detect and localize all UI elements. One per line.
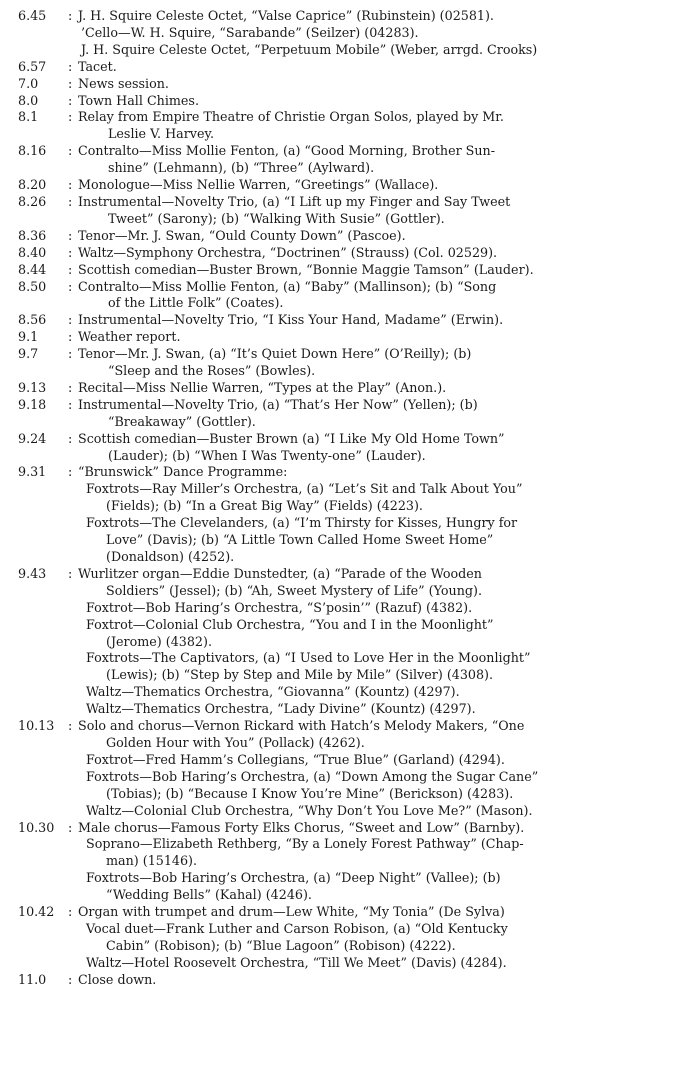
time-separator (68, 786, 78, 803)
time-separator: : (68, 109, 73, 125)
programme-time (18, 634, 68, 651)
programme-text: (Lauder); (b) “When I Was Twenty-one” (Lauder). (108, 447, 426, 463)
programme-line (18, 532, 690, 549)
programme-time (18, 549, 68, 566)
programme-time: 10.30 (18, 819, 55, 835)
time-separator (68, 414, 78, 431)
time-separator (68, 650, 78, 667)
programme-line (18, 904, 690, 921)
time-separator (68, 938, 78, 955)
programme-line (18, 583, 690, 600)
time-separator (68, 481, 78, 498)
programme-line (18, 769, 690, 786)
programme-line (18, 921, 690, 938)
programme-text: Male chorus—Famous Forty Elks Chorus, “Sweet and Low” (Barnby). (78, 819, 525, 835)
programme-time (18, 650, 68, 667)
programme-line (18, 634, 690, 651)
programme-time: 8.56 (18, 312, 47, 328)
programme-time: 8.40 (18, 244, 47, 260)
programme-text: Tacet. (78, 58, 117, 74)
time-separator: : (68, 904, 73, 920)
programme-line (18, 549, 690, 566)
programme-text: Recital—Miss Nellie Warren, “Types at the Play” (Anon.). (78, 379, 447, 395)
programme-text: “Brunswick” Dance Programme: (78, 464, 288, 480)
time-separator (68, 752, 78, 769)
programme-text: Foxtrots—The Captivators, (a) “I Used to Love Her in the Moonlight” (86, 650, 531, 666)
programme-text: (Lewis); (b) “Step by Step and Mile by Mile” (Silver) (4308). (106, 667, 494, 683)
programme-line (18, 279, 690, 296)
time-separator: : (68, 177, 73, 193)
programme-text: News session. (78, 75, 169, 91)
time-separator: : (68, 8, 73, 23)
programme-time: 8.36 (18, 227, 47, 243)
programme-text: Foxtrot—Fred Hamm’s Collegians, “True Blue” (Garland) (4294). (86, 751, 505, 767)
programme-time: 11.0 (18, 971, 47, 987)
programme-text: (Donaldson) (4252). (106, 549, 235, 564)
programme-text: Town Hall Chimes. (78, 92, 199, 108)
programme-time (18, 160, 68, 177)
programme-line (18, 143, 690, 160)
time-separator: : (68, 75, 73, 91)
programme-line (18, 109, 690, 126)
time-separator (68, 363, 78, 380)
programme-time: 8.1 (18, 109, 39, 125)
programme-line (18, 600, 690, 617)
time-separator: : (68, 565, 73, 581)
programme-text: Scottish comedian—Buster Brown, “Bonnie Maggie Tamson” (Lauder). (78, 261, 534, 277)
time-separator (68, 769, 78, 786)
programme-time (18, 448, 68, 465)
programme-text: “Breakaway” (Gottler). (108, 413, 256, 429)
programme-text: Monologue—Miss Nellie Warren, “Greetings” (Wallace). (78, 177, 439, 193)
programme-text: Organ with trumpet and drum—Lew White, “My Tonia” (De Sylva) (78, 904, 505, 920)
time-separator: : (68, 312, 73, 328)
programme-line (18, 312, 690, 329)
programme-time: 7.0 (18, 75, 39, 91)
time-separator (68, 25, 78, 42)
time-separator: : (68, 244, 73, 260)
programme-text: J. H. Squire Celeste Octet, “Valse Caprice” (Rubinstein) (02581). (78, 8, 494, 23)
programme-line (18, 245, 690, 262)
programme-line (18, 836, 690, 853)
programme-time: 9.24 (18, 430, 47, 446)
programme-time: 8.50 (18, 278, 47, 294)
time-separator (68, 126, 78, 143)
programme-text: Waltz—Colonial Club Orchestra, “Why Don’t You Love Me?” (Mason). (86, 802, 533, 818)
programme-time (18, 921, 68, 938)
programme-text: Soprano—Elizabeth Rethberg, “By a Lonely Forest Pathway” (Chap- (86, 836, 524, 852)
programme-time: 8.20 (18, 177, 47, 193)
programme-text: Waltz—Thematics Orchestra, “Lady Divine” (Kountz) (4297). (86, 701, 476, 717)
time-separator: : (68, 379, 73, 395)
time-separator: : (68, 396, 73, 412)
time-separator: : (68, 819, 73, 835)
programme-text: shine” (Lehmann), (b) “Three” (Aylward). (108, 160, 375, 176)
programme-line (18, 786, 690, 803)
programme-time: 6.57 (18, 58, 47, 74)
programme-text: of the Little Folk” (Coates). (108, 295, 284, 311)
programme-line (18, 346, 690, 363)
programme-line (18, 363, 690, 380)
time-separator (68, 684, 78, 701)
programme-time (18, 25, 68, 42)
time-separator (68, 887, 78, 904)
programme-line (18, 870, 690, 887)
programme-time (18, 735, 68, 752)
programme-line (18, 464, 690, 481)
time-separator (68, 160, 78, 177)
programme-time (18, 769, 68, 786)
programme-text: Foxtrots—The Clevelanders, (a) “I’m Thirsty for Kisses, Hungry for (86, 515, 518, 531)
programme-text: Love” (Davis); (b) “A Little Town Called Home Sweet Home” (106, 532, 494, 548)
time-separator: : (68, 227, 73, 243)
programme-line (18, 448, 690, 465)
programme-line (18, 498, 690, 515)
programme-time: 10.42 (18, 904, 55, 920)
programme-time (18, 955, 68, 972)
programme-text: Golden Hour with You” (Pollack) (4262). (106, 734, 365, 750)
programme-text: Wurlitzer organ—Eddie Dunstedter, (a) “Parade of the Wooden (78, 565, 482, 581)
programme-line (18, 42, 690, 59)
programme-text: “Wedding Bells” (Kahal) (4246). (106, 887, 312, 903)
programme-line (18, 329, 690, 346)
programme-text: (Jerome) (4382). (106, 633, 212, 649)
programme-text: Instrumental—Novelty Trio, (a) “I Lift up my Finger and Say Tweet (78, 193, 511, 209)
programme-time: 8.16 (18, 143, 47, 159)
programme-text: Waltz—Thematics Orchestra, “Giovanna” (Kountz) (4297). (86, 684, 460, 700)
programme-time (18, 363, 68, 380)
programme-time: 9.13 (18, 379, 47, 395)
programme-text: Instrumental—Novelty Trio, “I Kiss Your Hand, Madame” (Erwin). (78, 312, 504, 328)
programme-line (18, 211, 690, 228)
programme-time (18, 887, 68, 904)
programme-time (18, 515, 68, 532)
programme-text: ’Cello—W. H. Squire, “Sarabande” (Seilzer) (04283). (81, 24, 419, 40)
programme-line (18, 262, 690, 279)
programme-text: Close down. (78, 971, 157, 987)
programme-time (18, 938, 68, 955)
programme-line (18, 955, 690, 972)
programme-time (18, 786, 68, 803)
programme-text: Scottish comedian—Buster Brown (a) “I Like My Old Home Town” (78, 430, 505, 446)
programme-line (18, 8, 690, 25)
time-separator (68, 667, 78, 684)
programme-line (18, 650, 690, 667)
programme-time: 8.44 (18, 261, 47, 277)
programme-text: Leslie V. Harvey. (108, 126, 214, 142)
time-separator: : (68, 193, 73, 209)
programme-text: Waltz—Hotel Roosevelt Orchestra, “Till We Meet” (Davis) (4284). (86, 954, 507, 970)
programme-line (18, 380, 690, 397)
programme-line (18, 938, 690, 955)
programme-time (18, 870, 68, 887)
programme-time: 9.43 (18, 565, 47, 581)
time-separator (68, 870, 78, 887)
programme-line (18, 194, 690, 211)
programme-text: “Sleep and the Roses” (Bowles). (108, 363, 316, 379)
programme-line (18, 228, 690, 245)
programme-time (18, 532, 68, 549)
time-separator (68, 803, 78, 820)
programme-line (18, 76, 690, 93)
programme-time: 9.1 (18, 329, 39, 345)
time-separator: : (68, 261, 73, 277)
programme-time (18, 42, 68, 59)
time-separator: : (68, 58, 73, 74)
time-separator (68, 634, 78, 651)
time-separator (68, 515, 78, 532)
time-separator (68, 295, 78, 312)
programme-time: 8.0 (18, 92, 39, 108)
programme-time (18, 752, 68, 769)
programme-line (18, 735, 690, 752)
programme-text: Solo and chorus—Vernon Rickard with Hatch’s Melody Makers, “One (78, 718, 525, 734)
programme-time (18, 481, 68, 498)
time-separator (68, 583, 78, 600)
programme-time (18, 701, 68, 718)
time-separator (68, 532, 78, 549)
programme-time (18, 684, 68, 701)
programme-line (18, 93, 690, 110)
programme-text: Foxtrot—Bob Haring’s Orchestra, “S’posin’” (Razuf) (4382). (86, 599, 473, 615)
time-separator (68, 600, 78, 617)
programme-text: Tenor—Mr. J. Swan, “Ould County Down” (Pascoe). (78, 227, 406, 243)
programme-line (18, 667, 690, 684)
programme-line (18, 431, 690, 448)
programme-time (18, 126, 68, 143)
programme-text: Weather report. (78, 329, 181, 345)
programme-time (18, 414, 68, 431)
programme-text: (Tobias); (b) “Because I Know You’re Mine” (Berickson) (4283). (106, 785, 514, 801)
programme-line (18, 397, 690, 414)
programme-line (18, 295, 690, 312)
programme-line (18, 752, 690, 769)
programme-line (18, 481, 690, 498)
programme-time: 9.31 (18, 464, 47, 480)
programme-time (18, 667, 68, 684)
programme-time (18, 498, 68, 515)
time-separator: : (68, 329, 73, 345)
programme-text: Relay from Empire Theatre of Christie Organ Solos, played by Mr. (78, 109, 504, 125)
programme-line (18, 853, 690, 870)
programme-time (18, 803, 68, 820)
programme-text: Foxtrots—Bob Haring’s Orchestra, (a) “Down Among the Sugar Cane” (86, 768, 539, 784)
programme-time: 9.18 (18, 396, 47, 412)
programme-text: (Fields); (b) “In a Great Big Way” (Fields) (4223). (106, 498, 423, 514)
programme-text: Foxtrot—Colonial Club Orchestra, “You and I in the Moonlight” (86, 616, 494, 632)
programme-line (18, 515, 690, 532)
time-separator (68, 836, 78, 853)
programme-line (18, 820, 690, 837)
programme-text: Foxtrots—Ray Miller’s Orchestra, (a) “Let’s Sit and Talk About You” (86, 481, 523, 497)
programme-text: J. H. Squire Celeste Octet, “Perpetuum Mobile” (Weber, arrgd. Crooks) (81, 41, 538, 57)
programme-time (18, 600, 68, 617)
programme-line (18, 566, 690, 583)
programme-line (18, 701, 690, 718)
time-separator (68, 701, 78, 718)
time-separator (68, 448, 78, 465)
programme-line (18, 25, 690, 42)
programme-line (18, 177, 690, 194)
programme-time: 6.45 (18, 8, 47, 23)
time-separator (68, 549, 78, 566)
time-separator (68, 853, 78, 870)
programme-text: Instrumental—Novelty Trio, (a) “That’s Her Now” (Yellen); (b) (78, 396, 478, 412)
time-separator (68, 735, 78, 752)
programme-line (18, 126, 690, 143)
programme-time: 8.26 (18, 193, 47, 209)
time-separator (68, 617, 78, 634)
programme-text: Vocal duet—Frank Luther and Carson Robison, (a) “Old Kentucky (86, 920, 508, 936)
programme-time: 10.13 (18, 718, 55, 734)
programme-text: Contralto—Miss Mollie Fenton, (a) “Baby” (Mallinson); (b) “Song (78, 278, 497, 294)
programme-text: Waltz—Symphony Orchestra, “Doctrinen” (Strauss) (Col. 02529). (78, 244, 498, 260)
programme-time (18, 853, 68, 870)
time-separator: : (68, 971, 73, 987)
time-separator (68, 921, 78, 938)
programme-time (18, 295, 68, 312)
time-separator (68, 498, 78, 515)
time-separator: : (68, 430, 73, 446)
time-separator (68, 955, 78, 972)
programme-time (18, 583, 68, 600)
programme-time (18, 836, 68, 853)
time-separator: : (68, 346, 73, 362)
programme-text: Tenor—Mr. J. Swan, (a) “It’s Quiet Down Here” (O’Reilly); (b) (78, 346, 472, 362)
programme-line (18, 59, 690, 76)
programme-text: Cabin” (Robison); (b) “Blue Lagoon” (Robison) (4222). (106, 937, 456, 953)
programme-time (18, 617, 68, 634)
programme-line (18, 718, 690, 735)
programme-line (18, 803, 690, 820)
programme-line (18, 617, 690, 634)
programme-text: Contralto—Miss Mollie Fenton, (a) “Good Morning, Brother Sun- (78, 143, 495, 159)
time-separator (68, 42, 78, 59)
programme-line (18, 972, 690, 989)
programme-line (18, 887, 690, 904)
time-separator: : (68, 143, 73, 159)
time-separator: : (68, 278, 73, 294)
programme-line (18, 414, 690, 431)
programme-text: Tweet” (Sarony); (b) “Walking With Susie” (Gottler). (108, 210, 445, 226)
programme-line (18, 160, 690, 177)
programme-line (18, 684, 690, 701)
programme-time (18, 211, 68, 228)
time-separator (68, 211, 78, 228)
programme-text: Foxtrots—Bob Haring’s Orchestra, (a) “Deep Night” (Vallee); (b) (86, 870, 501, 886)
programme-time: 9.7 (18, 346, 39, 362)
time-separator: : (68, 464, 73, 480)
programme-text: man) (15146). (106, 853, 198, 869)
time-separator: : (68, 92, 73, 108)
programme-text: Soldiers” (Jessel); (b) “Ah, Sweet Mystery of Life” (Young). (106, 582, 482, 598)
time-separator: : (68, 718, 73, 734)
